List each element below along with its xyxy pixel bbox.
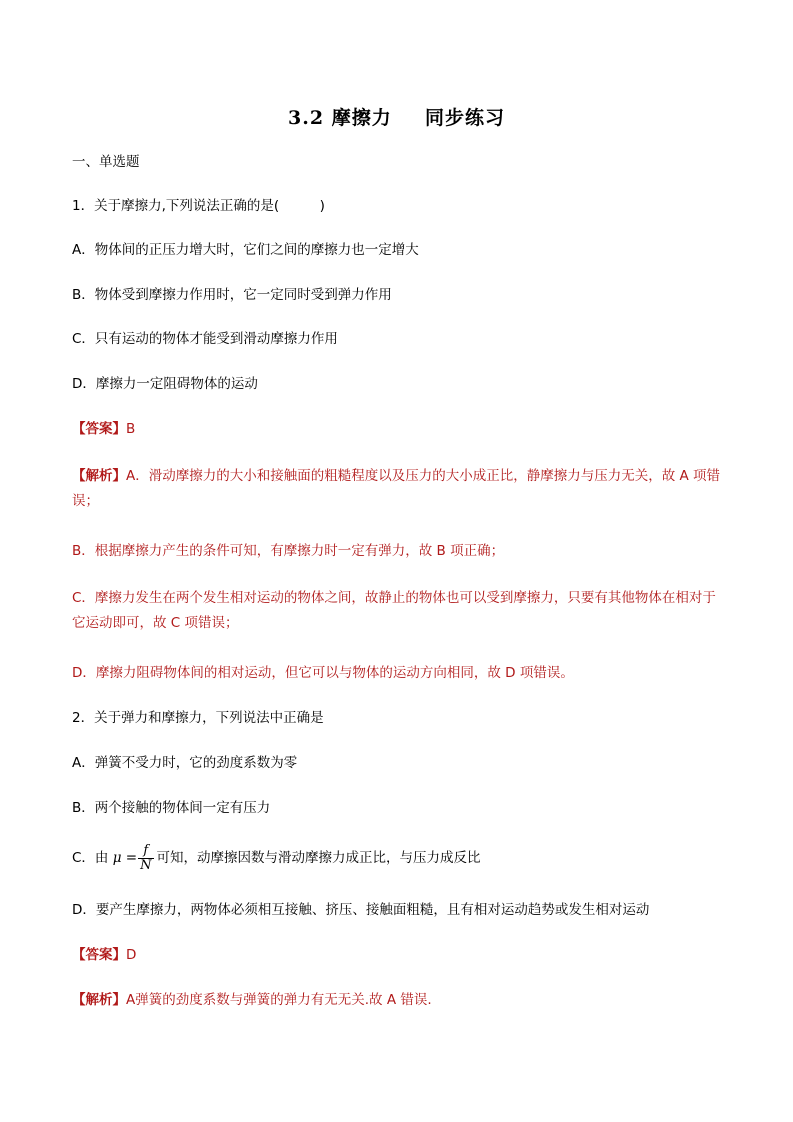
q1-analysis-a-text: A．滑动摩擦力的大小和接触面的粗糙程度以及压力的大小成正比，静摩擦力与压力无关，故 A 项错误； — [72, 468, 721, 509]
formula-fraction — [138, 844, 153, 873]
q2-answer — [72, 945, 136, 965]
q2-analysis-a-text: A弹簧的劲度系数与弹簧的弹力有无无关.故 A 错误. — [126, 992, 432, 1008]
q1-option-c: C．只有运动的物体才能受到滑动摩擦力作用 — [72, 331, 338, 347]
q1-analysis-label: 【解析】 — [72, 468, 126, 484]
title-number: 3.2 — [288, 107, 325, 129]
q2-option-c-prefix: C．由 — [72, 850, 109, 866]
formula-numerator: f — [138, 844, 153, 859]
q1-analysis-a — [72, 464, 724, 514]
q1-analysis-c: C．摩擦力发生在两个发生相对运动的物体之间，故静止的物体也可以受到摩擦力，只要有其他物体在相对于它运动即可，故 C 项错误； — [72, 590, 716, 631]
q2-option-d: D．要产生摩擦力，两物体必须相互接触、挤压、接触面粗糙，且有相对运动趋势或发生相对运动 — [72, 902, 650, 918]
formula-denominator: N — [140, 857, 152, 873]
q2-option-c-suffix: 可知，动摩擦因数与滑动摩擦力成正比，与压力成反比 — [156, 850, 481, 866]
q1-stem: 1．关于摩擦力,下列说法正确的是( ) — [72, 198, 325, 214]
formula-mu: μ = — [112, 850, 138, 866]
q2-option-c — [72, 840, 481, 876]
q1-analysis-d: D．摩擦力阻碍物体间的相对运动，但它可以与物体的运动方向相同，故 D 项错误。 — [72, 665, 574, 681]
q2-answer-label: 【答案】 — [72, 947, 126, 963]
q2-stem: 2．关于弹力和摩擦力，下列说法中正确是 — [72, 710, 324, 726]
q1-option-b: B．物体受到摩擦力作用时，它一定同时受到弹力作用 — [72, 287, 392, 303]
q2-analysis-label: 【解析】 — [72, 992, 126, 1008]
title-sub: 同步练习 — [424, 107, 505, 129]
q1-option-d: D．摩擦力一定阻碍物体的运动 — [72, 376, 258, 392]
q2-analysis-a — [72, 990, 432, 1010]
q2-option-a: A．弹簧不受力时，它的劲度系数为零 — [72, 755, 298, 771]
q1-option-a: A．物体间的正压力增大时，它们之间的摩擦力也一定增大 — [72, 242, 419, 258]
q1-analysis-b: B．根据摩擦力产生的条件可知，有摩擦力时一定有弹力，故 B 项正确； — [72, 543, 505, 559]
section-heading: 一、单选题 — [72, 154, 140, 170]
page-title — [0, 103, 793, 130]
title-main: 摩擦力 — [331, 107, 392, 129]
q1-answer — [72, 419, 135, 439]
q1-answer-label: 【答案】 — [72, 421, 126, 437]
q2-answer-value: D — [126, 947, 137, 963]
q1-answer-value: B — [126, 421, 136, 437]
q2-option-b: B．两个接触的物体间一定有压力 — [72, 800, 271, 816]
